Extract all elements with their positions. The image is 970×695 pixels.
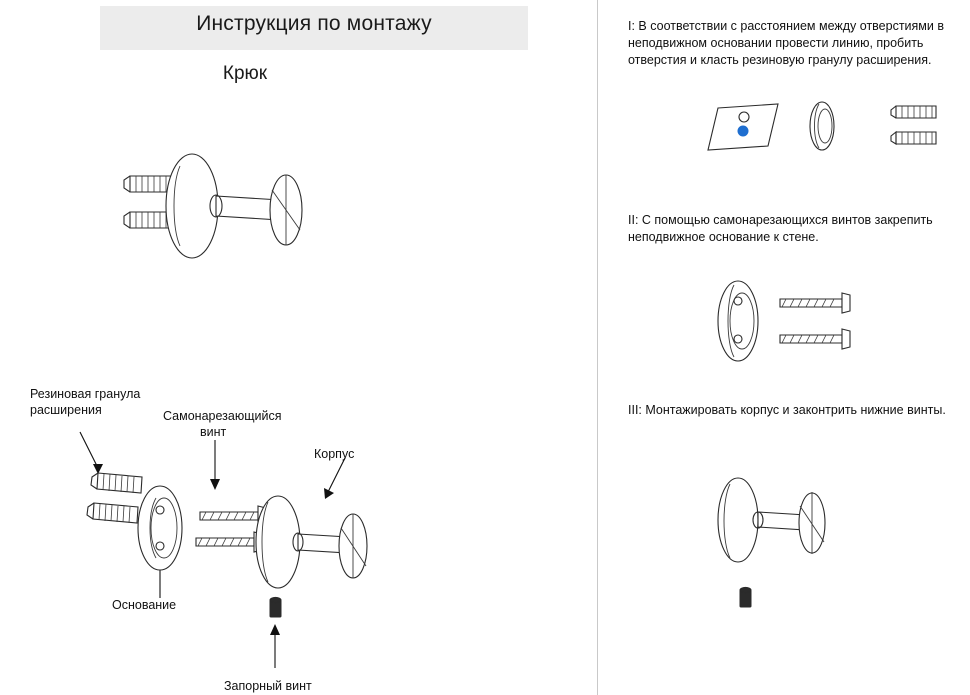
rubber-granule-lower <box>87 503 138 523</box>
step-3-illustration <box>700 480 900 620</box>
wall-anchor-upper <box>124 176 174 192</box>
self-tapping-screw-lower <box>196 532 262 552</box>
locking-screw-step3 <box>740 587 751 607</box>
label-rubber-granule-line2: расширения <box>30 403 102 417</box>
column-divider <box>597 0 598 695</box>
step-1-illustration <box>700 98 950 168</box>
assembled-hook-illustration <box>120 150 380 295</box>
arrow-locking-screw <box>270 624 280 668</box>
arrow-body <box>324 458 345 499</box>
locking-screw <box>270 597 281 617</box>
label-locking-screw: Запорный винт <box>224 679 312 693</box>
page-title: Инструкция по монтажу <box>196 12 432 35</box>
base-ring-small <box>810 102 834 150</box>
product-subtitle: Крюк <box>222 63 268 84</box>
step-3-text: III: Монтажировать корпус и законтрить нижние винты. <box>628 403 946 417</box>
screw-lower-step2 <box>780 329 850 349</box>
label-self-tapping-screw-line2: винт <box>200 425 227 439</box>
wall-marking-plate <box>708 104 778 150</box>
exploded-hook-illustration <box>60 420 430 680</box>
mounted-hook <box>718 478 825 562</box>
label-body: Корпус <box>314 447 355 461</box>
base-ring <box>138 486 182 570</box>
self-tapping-screw-upper <box>200 506 266 526</box>
hook-head <box>270 175 302 245</box>
arrow-self-tapping-screw <box>210 440 220 490</box>
wall-anchor-pair <box>891 106 936 144</box>
label-self-tapping-screw-line1: Самонарезающийся <box>163 409 282 423</box>
base-ring-step2 <box>718 281 758 361</box>
hook-body <box>256 496 367 588</box>
step-2-illustration <box>700 275 900 375</box>
rubber-granule-upper <box>91 473 142 493</box>
step-1-text: I: В соответствии с расстоянием между отверстиями в неподвижном основании провести линию, пробить отверстия и класть резиновую гранулу расширения. <box>628 19 944 67</box>
label-rubber-granule-line1: Резиновая гранула <box>30 387 141 401</box>
screw-upper-step2 <box>780 293 850 313</box>
step-2-text: II: С помощью самонарезающихся винтов закрепить неподвижное основание к стене. <box>628 213 933 244</box>
label-base: Основание <box>112 598 177 612</box>
arrow-rubber-granule <box>80 432 103 474</box>
